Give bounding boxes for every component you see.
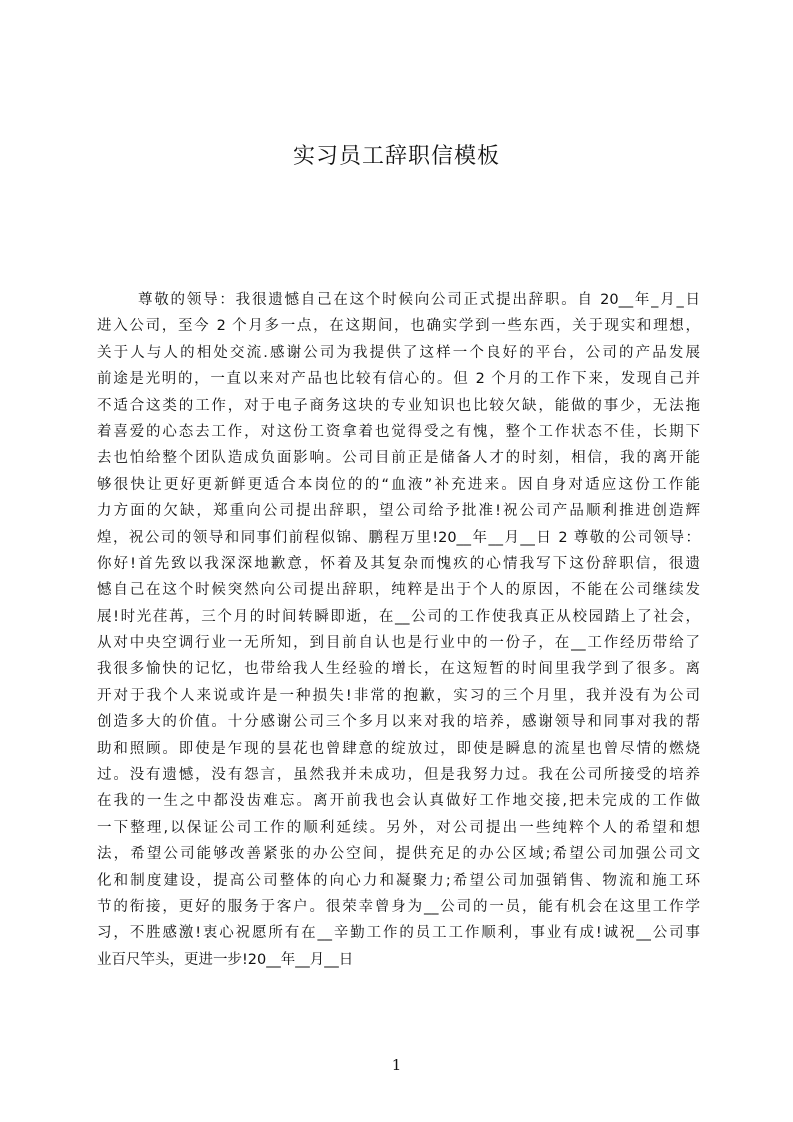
body-line: 不适合这类的工作，对于电子商务这块的专业知识也比较欠缺，能做的事少，无法拖: [97, 397, 700, 414]
body-line: 关于人与人的相处交流.感谢公司为我提供了这样一个良好的平台，公司的产品发展: [97, 344, 700, 361]
document-title: 实习员工辞职信模板: [292, 144, 500, 169]
body-line: 一下整理,以保证公司工作的顺利延续。另外，对公司提出一些纯粹个人的希望和想: [97, 819, 700, 836]
body-line: 展!时光荏苒，三个月的时间转瞬即逝，在__公司的工作使我真正从校园踏上了社会，: [97, 608, 700, 625]
body-line: 我很多愉快的记忆，也带给我人生经验的增长，在这短暂的时间里我学到了很多。离: [97, 661, 700, 678]
body-line: 够很快让更好更新鲜更适合本岗位的的“血液”补充进来。因自身对适应这份工作能: [97, 476, 700, 493]
body-line: 尊敬的领导：我很遗憾自己在这个时候向公司正式提出辞职。自 20__年_月_日: [138, 292, 700, 308]
body-line: 过。没有遗憾，没有怨言，虽然我并未成功，但是我努力过。我在公司所接受的培养: [97, 767, 700, 784]
body-line: 从对中央空调行业一无所知，到目前自认也是行业中的一份子，在__工作经历带给了: [97, 635, 700, 652]
body-line: 力方面的欠缺，郑重向公司提出辞职，望公司给予批准!祝公司产品顺利推进创造辉: [97, 503, 700, 520]
body-line: 助和照顾。即使是乍现的昙花也曾肆意的绽放过，即使是瞬息的流星也曾尽情的燃烧: [97, 740, 700, 757]
body-line: 习，不胜感激!衷心祝愿所有在__辛勤工作的员工工作顺利，事业有成!诚祝__公司事: [97, 925, 700, 942]
body-paragraph: [97, 287, 700, 973]
body-line: 节的衔接，更好的服务于客户。很荣幸曾身为__公司的一员，能有机会在这里工作学: [97, 898, 700, 915]
body-line: 前途是光明的，一直以来对产品也比较有信心的。但 2 个月的工作下来，发现自己并: [97, 371, 700, 388]
body-line: 在我的一生之中都没齿难忘。离开前我也会认真做好工作地交接,把未完成的工作做: [97, 793, 700, 810]
body-line: 你好!首先致以我深深地歉意，怀着及其复杂而愧疚的心情我写下这份辞职信，很遗: [97, 555, 700, 572]
body-line: 煌，祝公司的领导和同事们前程似锦、鹏程万里!20__年__月__日 2 尊敬的公司领导：: [97, 529, 700, 546]
body-line: 创造多大的价值。十分感谢公司三个多月以来对我的培养，感谢领导和同事对我的帮: [97, 714, 700, 731]
body-line: 开对于我个人来说或许是一种损失!非常的抱歉，实习的三个月里，我并没有为公司: [97, 687, 700, 704]
body-line: 法，希望公司能够改善紧张的办公空间，提供充足的办公区域;希望公司加强公司文: [97, 846, 700, 863]
page-number: 1: [391, 1056, 402, 1074]
body-line: 化和制度建设，提高公司整体的向心力和凝聚力;希望公司加强销售、物流和施工环: [97, 872, 700, 889]
body-line: 进入公司，至今 2 个月多一点，在这期间，也确实学到一些东西，关于现实和理想，: [97, 318, 700, 335]
body-line: 业百尺竿头，更进一步!20__年__月__日: [97, 951, 354, 968]
body-line: 去也怕给整个团队造成负面影响。公司目前正是储备人才的时刻，相信，我的离开能: [97, 450, 700, 467]
body-line: 着喜爱的心态去工作，对这份工资拿着也觉得受之有愧，整个工作状态不佳，长期下: [97, 423, 700, 440]
body-line: 憾自己在这个时候突然向公司提出辞职，纯粹是出于个人的原因，不能在公司继续发: [97, 582, 700, 599]
